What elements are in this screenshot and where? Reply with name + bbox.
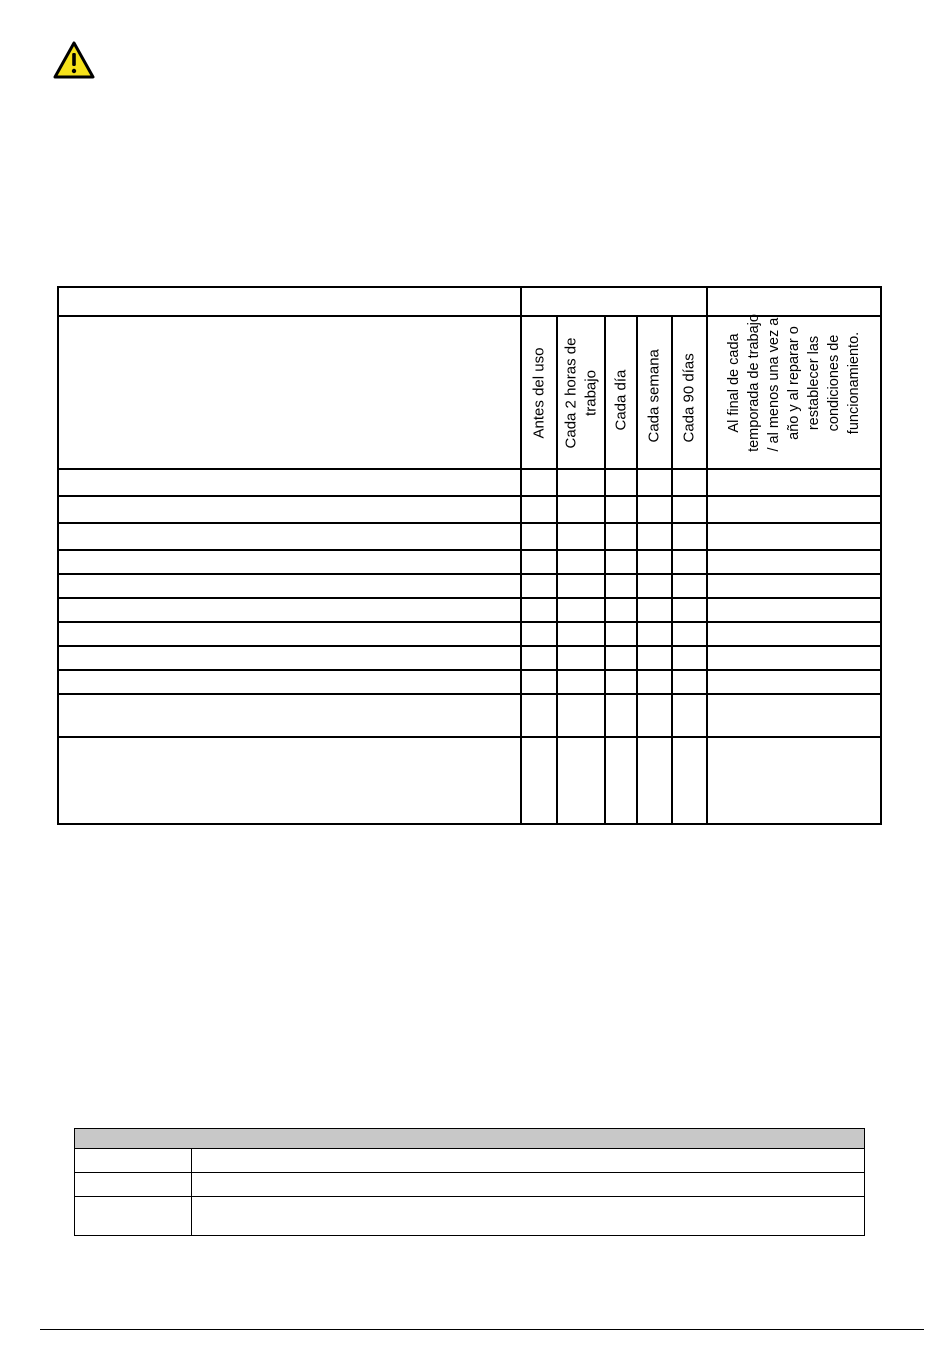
table-row-divider bbox=[59, 669, 880, 671]
header-cell-every-90-days bbox=[673, 317, 706, 468]
header-label: Cada 2 horas de trabajo bbox=[562, 337, 599, 448]
header-label: Cada día bbox=[612, 369, 629, 430]
table-row-divider bbox=[59, 522, 880, 524]
legend-row-divider bbox=[75, 1172, 864, 1173]
header-label: Cada 90 días bbox=[680, 352, 698, 442]
table-row-divider bbox=[59, 693, 880, 695]
legend-row-divider bbox=[75, 1196, 864, 1197]
header-label: Cada semana bbox=[645, 348, 663, 442]
table-row-divider bbox=[59, 573, 880, 575]
header-cell-every-day bbox=[606, 317, 636, 468]
table-row-divider bbox=[59, 495, 880, 497]
header-cell-every-2-hours bbox=[558, 317, 604, 468]
warning-triangle-icon bbox=[52, 40, 96, 80]
legend-column-divider bbox=[191, 1148, 192, 1235]
table-row-divider bbox=[59, 736, 880, 738]
header-cell-every-week bbox=[638, 317, 671, 468]
header-cell-end-of-season bbox=[708, 313, 880, 468]
table-row-divider bbox=[59, 549, 880, 551]
table-row-divider bbox=[59, 597, 880, 599]
header-label: Antes del uso bbox=[530, 347, 547, 438]
table-row-divider bbox=[59, 645, 880, 647]
legend-table bbox=[74, 1128, 865, 1236]
header-cell-before-use bbox=[522, 317, 556, 468]
legend-header-row bbox=[75, 1129, 864, 1149]
table-row-divider bbox=[59, 621, 880, 623]
maintenance-schedule-table bbox=[57, 286, 882, 825]
table-row-divider bbox=[59, 468, 880, 470]
footer-rule bbox=[40, 1329, 924, 1330]
header-label: Al final de cada temporada de trabajo / al menos una vez al año y al reparar o restablecer las condiciones de funcionamiento. bbox=[726, 313, 862, 452]
